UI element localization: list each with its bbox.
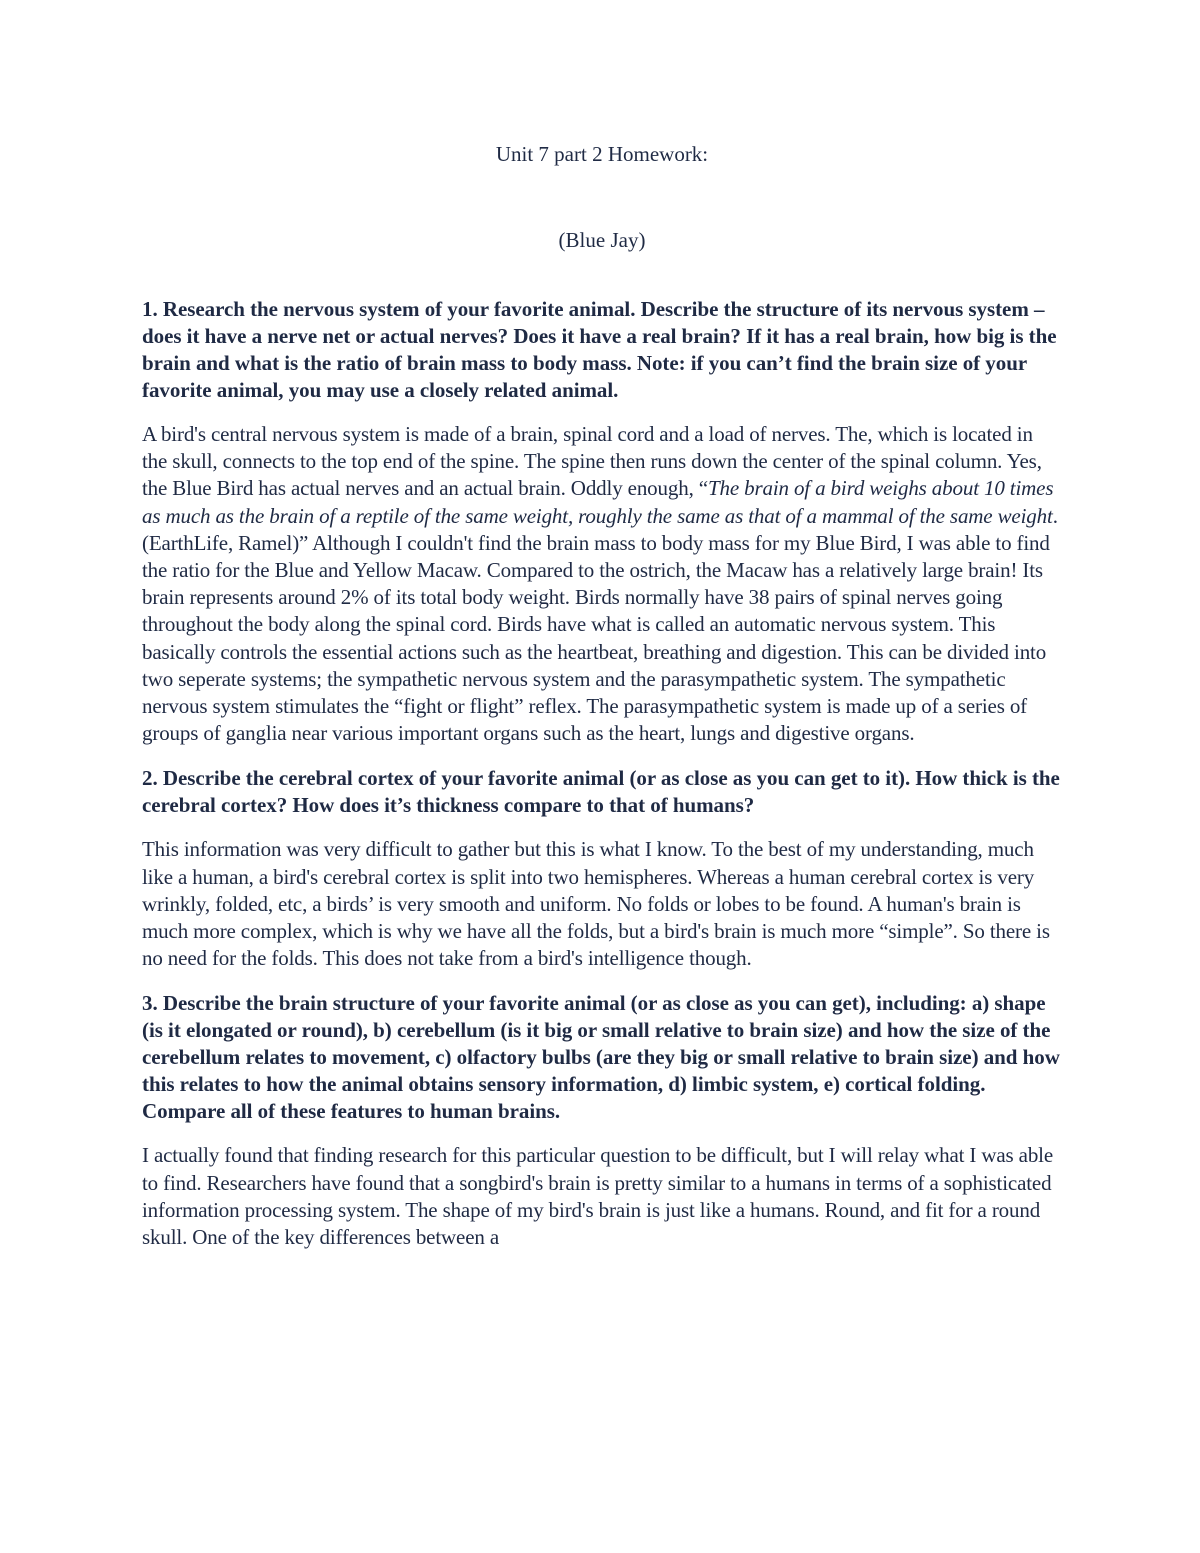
answer-1-part1: A bird's central nervous system is made of a brain, spinal cord and a load of nerves. The, which is located in the skull, connects to the top end of the spine. The spine then runs down the center of the spinal column. Yes, the Blue Bird has actual nerves and an actual brain. Oddly enough, “ (142, 422, 1042, 501)
document-title: Unit 7 part 2 Homework: (495, 142, 709, 166)
question-2: 2. Describe the cerebral cortex of your favorite animal (or as close as you can get to it). How thick is the cerebral cortex? How does it’s thickness compare to that of humans? (142, 766, 1060, 818)
question-3: 3. Describe the brain structure of your favorite animal (or as close as you can get), including: a) shape (is it elongated or round), b) cerebellum (is it big or small relative to brain size) and how the size of the cerebellum relates to movement, c) olfactory bulbs (are they big or small relative to brain size) and how this relates to how the animal obtains sensory information, d) limbic system, e) cortical folding. Compare all of these features to human brains. (142, 991, 1060, 1124)
question-1: 1. Research the nervous system of your favorite animal. Describe the structure of its nervous system – does it have a nerve net or actual nerves? Does it have a real brain? If it has a real brain, how big is the brain and what is the ratio of brain mass to body mass. Note: if you can’t find the brain size of your favorite animal, you may use a closely related animal. (142, 297, 1057, 402)
document-page (142, 140, 1062, 1251)
answer-1-part2: . (EarthLife, Ramel)” Although I couldn't find the brain mass to body mass for my Blue Bird, I was able to find the ratio for the Blue and Yellow Macaw. Compared to the ostrich, the Macaw has a relatively large brain! Its brain represents around 2% of its total body weight. Birds normally have 38 pairs of spinal nerves going throughout the body along the spinal cord. Birds have what is called an automatic nervous system. This basically controls the essential actions such as the heartbeat, breathing and digestion. This can be divided into two seperate systems; the sympathetic nervous system and the parasympathetic system. The sympathetic nervous system stimulates the “fight or flight” reflex. The parasympathetic system is made up of a series of groups of ganglia near various important organs such as the heart, lungs and digestive organs. (142, 503, 1058, 746)
answer-1 (142, 421, 1062, 747)
answer-3: I actually found that finding research for this particular question to be difficult, but I will relay what I was able to find. Researchers have found that a songbird's brain is pretty similar to a humans in terms of a sophisticated information processing system. The shape of my bird's brain is just like a humans. Round, and fit for a round skull. One of the key differences between a (142, 1143, 1054, 1250)
answer-2: This information was very difficult to gather but this is what I know. To the best of my understanding, much like a human, a bird's cerebral cortex is split into two hemispheres. Whereas a human cerebral cortex is very wrinkly, folded, etc, a birds’ is very smooth and uniform. No folds or lobes to be found. A human's brain is much more complex, which is why we have all the folds, but a bird's brain is much more “simple”. So there is no need for the folds. This does not take from a bird's intelligence though. (142, 837, 1050, 971)
document-subtitle: (Blue Jay) (558, 228, 646, 252)
answer-1-quote: The brain of a bird weighs about 10 times as much as the brain of a reptile of the same weight, roughly the same as that of a mammal of the same weight (142, 476, 1054, 528)
